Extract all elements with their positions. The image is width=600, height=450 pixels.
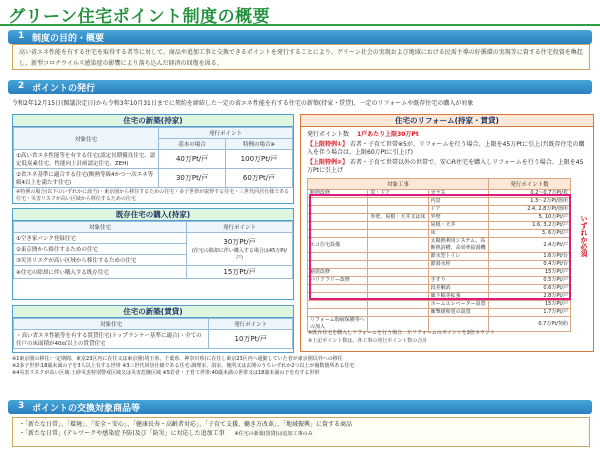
reform-bottom-note: ※既存住宅を購入しリフォームを行う場合、左リフォームのポイントを2倍カウント (308, 330, 495, 336)
reform-cell-item: 内窓 (428, 198, 488, 206)
row-basic: 30万Pt/戸 (159, 169, 226, 188)
table-row (308, 301, 571, 309)
reform-cell-pts: 0.2～0.7万Pt/枚 (489, 190, 571, 198)
exchange-box (12, 417, 590, 447)
special-label: 【上限特例②】 (307, 159, 349, 166)
reform-cell-item: ガラス (428, 190, 488, 198)
row-basic: 40万Pt/戸 (159, 150, 226, 169)
section-header-exchange (8, 400, 592, 414)
section-label: 制度の目的・概要 (32, 34, 105, 44)
section-header-issuance (8, 80, 592, 94)
panel-existing (12, 208, 294, 300)
section-number: 1 (18, 31, 25, 41)
section-label: ポイントの交換対象商品等 (32, 404, 141, 414)
reform-cell-sub (368, 301, 428, 309)
table-row (14, 266, 293, 279)
reform-cell-pts: 0.5万Pt/戸 (489, 277, 571, 285)
reform-cell-group (308, 301, 368, 309)
reform-cell-pts: 0.6万Pt/戸 (489, 285, 571, 293)
reform-cell-item: 衝撃緩和畳の設置 (428, 309, 488, 317)
reform-cell-group: リフォーム瑕疵保険等への加入 (308, 317, 368, 332)
reform-special-1 (301, 140, 593, 158)
special-text: 若者・子育て世帯※5が、リフォームを行う場合、上限を45万Ptに引上げ(既存住宅の購入を伴う場合は、上限60万Ptに引上げ) (307, 141, 585, 156)
issue-label: 発行ポイント数 (307, 131, 350, 138)
row-target: ③災害リスクが高い区域から移住するための住宅 (14, 255, 187, 266)
issue-value: 1戸あたり上限30万Pt (356, 131, 419, 138)
reform-cell-pts: 5, 10万Pt/戸 (489, 214, 571, 222)
purpose-box: 高い省エネ性能を有する住宅を取得する者等に対して、商品や追加工事と交換できるポイントを発行することにより、グリーン社会の実現および地域における民需主導の好循環の実現等に資する住宅投資を喚起し、新型コロナウイルス感染症の影響により落ち込んだ経済の回復を図る。 (12, 44, 590, 70)
col-points: 発行ポイント (186, 222, 292, 233)
col-points: 発行ポイント (209, 319, 293, 330)
reform-cell-pts: 2.4, 2.8万Pt/箇所 (489, 206, 571, 214)
panel-title: 住宅の新築(賃貸) (13, 306, 293, 318)
reform-cell-sub (368, 309, 428, 317)
reform-cell-item: 節湯水栓 (428, 261, 488, 269)
section-label: ポイントの発行 (32, 84, 96, 94)
table-row (14, 150, 293, 169)
reform-cell-pts: 15万Pt/戸 (489, 301, 571, 309)
reform-cell-group: 耐震改修 (308, 269, 368, 277)
reform-cell-pts: 0.7万Pt/契約 (489, 317, 571, 332)
section-number: 2 (18, 81, 25, 91)
panel-new-rent (12, 305, 294, 353)
reform-cell-pts: 1.3～2万Pt/箇所 (489, 198, 571, 206)
reform-cell-pts: 2.8万Pt/戸 (489, 293, 571, 301)
side-note: いずれか必須 (580, 215, 588, 257)
existing-table (13, 221, 293, 279)
reform-special-2 (301, 158, 593, 176)
reform-cell-sub: 外壁、屋根・天井又は床 (368, 214, 428, 222)
panel-title: 住宅のリフォーム(持家・賃貸) (301, 115, 593, 127)
col-points: 発行ポイント (159, 128, 293, 139)
page-title: グリーン住宅ポイント制度の概要 (8, 7, 271, 27)
footnote: ※1東京圏の移住:一定期間、東京23区内に在住又は東京圏(埼玉県、千葉県、神奈川県)に在住し東京23区内へ通勤していた者が東京圏以外への移住 (12, 356, 343, 362)
table-row (14, 233, 293, 244)
reform-cell-item: ドア (428, 206, 488, 214)
reform-cell-item: 外壁 (428, 214, 488, 222)
reform-cell-group: バリアフリー改修 (308, 277, 368, 285)
row-special: 100万Pt/戸 (226, 150, 293, 169)
row-target: ②東京圏から移住するための住宅 (14, 244, 187, 255)
title-bar (0, 0, 600, 26)
exchange-line: ・「新たな日常」、「環境」、「安全・安心」、「健康長寿・高齢者対応」、「子育て支援、働き方改革」、「地域振興」に資する商品 (19, 421, 353, 428)
reform-cell-pts: 1.6万Pt/台 (489, 253, 571, 261)
panel-title: 住宅の新築(持家) (13, 115, 293, 127)
reform-bottom-note-2: ※上記ポイント数は、各工事の発行ポイント数の合計 (308, 338, 428, 344)
table-row (14, 330, 293, 349)
reform-cell-item: ホームエレベーター設置 (428, 301, 488, 309)
col-target: 対象住宅 (14, 319, 209, 330)
required-highlight (309, 194, 571, 300)
col-basic: 基本の場合 (159, 139, 226, 150)
issuance-intro: 令和2年12月15日(閣議決定日)から令和3年10月31日までに契約を締結した一定の省エネ性能を有する住宅の新築(持家・賃貸)、一定のリフォームや既存住宅の購入が対象 (12, 100, 474, 107)
panel-title: 既存住宅の購入(持家) (13, 209, 293, 221)
reform-cell-sub: 窓・ドア (368, 190, 428, 198)
reform-cell-pts: 3, 6万Pt/戸 (489, 230, 571, 238)
row-special: 60万Pt/戸 (226, 169, 293, 188)
new-own-table (13, 127, 293, 188)
reform-cell-group: エコ住宅設備 (308, 238, 368, 253)
reform-cell-group: 断熱改修 (308, 190, 368, 198)
reform-cell-pts: 1.6, 3.2万Pt/戸 (489, 222, 571, 230)
col-target: 対象住宅 (14, 128, 159, 150)
reform-cell-item: 廊下幅等拡張 (428, 293, 488, 301)
row-target: ②省エネ基準に適合する住宅(断熱等級4かつ一次エネ等級4以上を満たす住宅) (14, 169, 159, 188)
points-note: (住宅の除却に伴い購入する場合は45万Pt/戸) (191, 248, 287, 261)
row-target: ④住宅の除却に伴い購入する既存住宅 (14, 266, 187, 279)
reform-cell-item: 節水型トイレ (428, 253, 488, 261)
exchange-note: ※住宅の新築(賃貸)は追加工事のみ (234, 431, 313, 437)
footnotes (12, 356, 594, 377)
row-target: ①空き家バンク登録住宅 (14, 233, 187, 244)
reform-cell-group (308, 309, 368, 317)
reform-cell-item: 手すり (428, 277, 488, 285)
section-number: 3 (18, 401, 25, 411)
reform-cell-item: 段差解消 (428, 285, 488, 293)
section-header-purpose (8, 30, 592, 44)
reform-cell-item: 屋根・天井 (428, 222, 488, 230)
panel-reform (300, 114, 594, 352)
row-target: ①高い省エネ性能等を有する住宅(認定長期優良住宅、認定低炭素住宅、性能向上計画認定住宅、ZEH) (14, 150, 159, 169)
row-target: ・高い省エネ性能等を有する賃貸住宅(トップランナー基準に適合)・全ての住戸の床面積が40㎡以上の賃貸住宅 (14, 330, 209, 349)
panel-new-own (12, 114, 294, 204)
points-value: 15万Pt/戸 (186, 266, 292, 279)
col-special: 特例の場合※ (226, 139, 293, 150)
new-own-notes: ※特例の場合(以下のいずれかに該当)・東京圏から移住するための住宅・多子世帯が取得する住宅・三世代同居仕様である住宅・災害リスクが高い区域から移住するための住宅 (16, 189, 290, 202)
points-value: 30万Pt/戸 (223, 238, 256, 246)
row-points: 10万Pt/戸 (209, 330, 293, 349)
col-target: 対象住宅 (14, 222, 187, 233)
reform-issue (301, 130, 593, 140)
reform-cell-pts: 1.7万Pt/戸 (489, 309, 571, 317)
col-points: 発行ポイント数 (489, 179, 571, 190)
footnote: ※4災害リスクが高い区域:土砂災害特別警戒区域又は災害危険区域 ※5若者・子育て世帯:40歳未満の世帯又は18歳未満の子を有する世帯 (12, 370, 320, 376)
reform-cell-item: 床 (428, 230, 488, 238)
special-label: 【上限特例①】 (307, 141, 349, 148)
reform-cell-pts: 2.4万Pt/戸 (489, 238, 571, 253)
reform-cell-pts: 0.4万Pt/台 (489, 261, 571, 269)
exchange-line: ・「新たな日常」(テレワークや感染症予防)及び「防災」に対応した追加工事 ※住宅の新築(賃貸)は追加工事のみ (19, 430, 313, 437)
col-work: 対象工事 (308, 179, 489, 190)
reform-cell-pts: 15万Pt/戸 (489, 269, 571, 277)
table-row (14, 169, 293, 188)
points-cell (186, 233, 292, 266)
new-rent-table (13, 318, 293, 349)
footnote: ※2多子世帯:18歳未満の子を3人以上有する世帯 ※3三世代同居仕様である住宅:調理室、浴室、便所又は玄関のうちいずれか2つ以上が複数箇所ある住宅 (12, 363, 355, 369)
special-text: 若者・子育て世帯以外の世帯で、安心R住宅を購入しリフォームを行う場合、上限を45万Ptに引上げ (307, 159, 584, 174)
table-row (308, 309, 571, 317)
reform-cell-item: 太陽熱利用システム、高断熱浴槽、高効率給湯機 (428, 238, 488, 253)
